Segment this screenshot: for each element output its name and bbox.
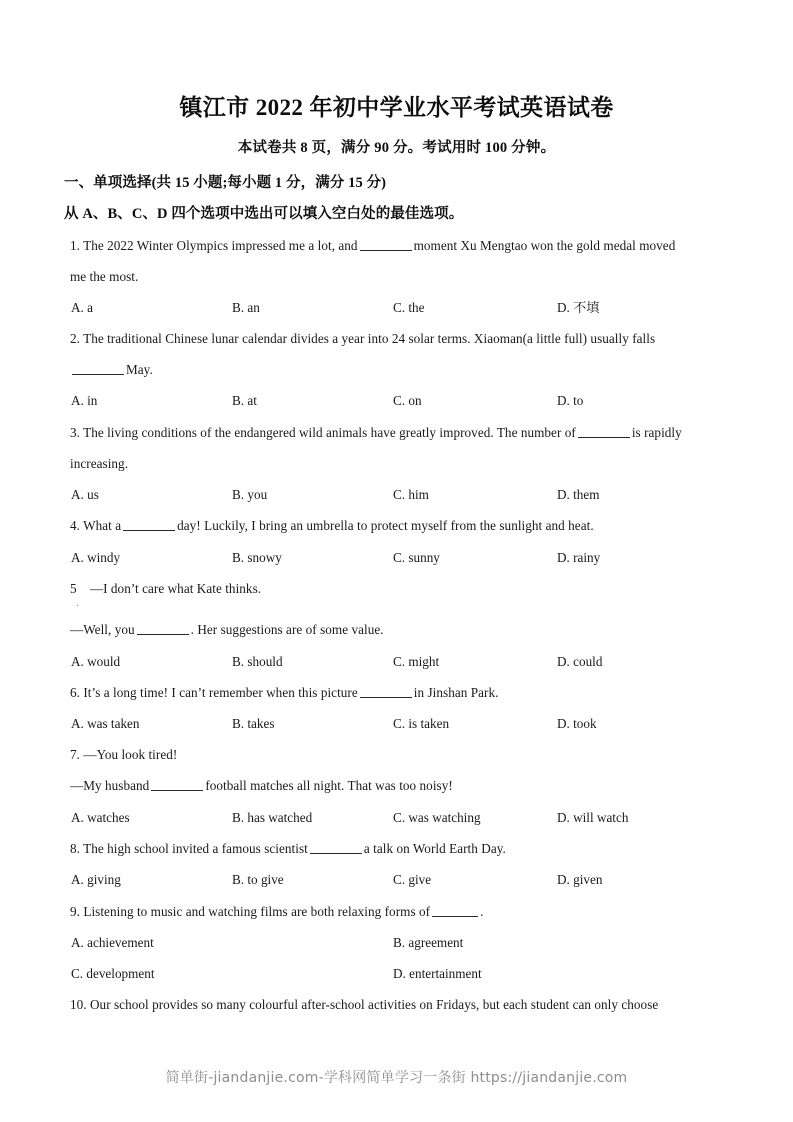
- q3-stem-part-a: 3. The living conditions of the endangered wild animals have greatly improved. The number of: [70, 425, 576, 440]
- question-6-stem-line-1: [70, 684, 715, 702]
- option-b[interactable]: B. at: [232, 393, 257, 408]
- q1-stem-part-a: 1. The 2022 Winter Olympics impressed me a lot, and: [70, 238, 358, 253]
- option-c[interactable]: C. give: [393, 872, 432, 887]
- option-b[interactable]: B. snowy: [232, 550, 282, 565]
- question-9-options-row-1: [0, 934, 793, 952]
- option-d[interactable]: D. will watch: [557, 810, 629, 825]
- answer-blank: [310, 842, 362, 854]
- option-a[interactable]: A. windy: [71, 550, 121, 565]
- answer-blank: [360, 686, 412, 698]
- question-5-options: [0, 653, 793, 671]
- question-2-options: [0, 392, 793, 410]
- question-3-options: [0, 486, 793, 504]
- question-3-stem-line-1: [70, 424, 715, 442]
- q5-stem-part-b: . Her suggestions are of some value.: [190, 622, 384, 637]
- answer-blank: [360, 239, 412, 251]
- option-a[interactable]: A. watches: [71, 810, 130, 825]
- question-1-stem-line-1: [70, 237, 715, 255]
- q8-stem-part-b: a talk on World Earth Day.: [363, 841, 506, 856]
- question-2-stem-line-1: 2. The traditional Chinese lunar calendar divides a year into 24 solar terms. Xiaoman(a little full) usually falls: [70, 331, 656, 346]
- q6-stem-part-b: in Jinshan Park.: [413, 685, 499, 700]
- option-d[interactable]: D. them: [557, 487, 600, 502]
- q5-stem-part-a: —Well, you: [70, 622, 135, 637]
- answer-blank: [432, 905, 478, 917]
- option-c[interactable]: C. was watching: [393, 810, 481, 825]
- option-a[interactable]: A. would: [71, 654, 121, 669]
- option-a[interactable]: A. us: [71, 487, 99, 502]
- option-b[interactable]: B. to give: [232, 872, 284, 887]
- option-c[interactable]: C. him: [393, 487, 429, 502]
- option-d[interactable]: D. took: [557, 716, 597, 731]
- option-d[interactable]: D. entertainment: [393, 966, 482, 981]
- option-c[interactable]: C. might: [393, 654, 440, 669]
- question-10-stem-line-1: 10. Our school provides so many colourful after-school activities on Fridays, but each student can only choose: [70, 997, 659, 1012]
- option-a[interactable]: A. achievement: [71, 935, 154, 950]
- option-c[interactable]: C. is taken: [393, 716, 450, 731]
- option-b[interactable]: B. takes: [232, 716, 275, 731]
- option-c[interactable]: C. sunny: [393, 550, 440, 565]
- option-b[interactable]: B. agreement: [393, 935, 464, 950]
- option-d[interactable]: D. could: [557, 654, 603, 669]
- question-4-options: [0, 549, 793, 567]
- question-4-stem-line-1: [70, 517, 715, 535]
- option-c[interactable]: C. development: [71, 966, 155, 981]
- question-7-stem-line-2: [70, 777, 715, 795]
- option-a[interactable]: A. giving: [71, 872, 121, 887]
- question-1-stem-line-2: me the most.: [70, 269, 139, 284]
- page-title: 镇江市 2022 年初中学业水平考试英语试卷: [179, 95, 614, 120]
- question-2-stem-line-2: [70, 361, 715, 379]
- q9-stem-part-a: 9. Listening to music and watching films are both relaxing forms of: [70, 904, 431, 919]
- question-5-stem-line-1: 5 —I don’t care what Kate thinks.: [70, 581, 262, 596]
- question-5-stem-line-2: [70, 621, 715, 639]
- question-9-options-row-2: [0, 965, 793, 983]
- answer-blank: [137, 623, 189, 635]
- question-6-options: [0, 715, 793, 733]
- option-a[interactable]: A. in: [71, 393, 98, 408]
- q3-stem-part-b: is rapidly: [631, 425, 682, 440]
- question-8-options: [0, 871, 793, 889]
- option-b[interactable]: B. has watched: [232, 810, 313, 825]
- question-7-stem-line-1: 7. —You look tired!: [70, 747, 178, 762]
- option-b[interactable]: B. should: [232, 654, 283, 669]
- q9-stem-part-b: .: [480, 904, 484, 919]
- option-a[interactable]: A. a: [71, 300, 93, 315]
- option-d[interactable]: D. given: [557, 872, 603, 887]
- answer-blank: [72, 363, 124, 375]
- q4-stem-part-b: day! Luckily, I bring an umbrella to protect myself from the sunlight and heat.: [177, 518, 594, 533]
- question-8-stem-line-1: [70, 840, 715, 858]
- option-c[interactable]: C. the: [393, 300, 425, 315]
- option-d[interactable]: D. to: [557, 393, 584, 408]
- question-9-stem-line-1: [70, 903, 715, 921]
- question-3-stem-line-2: increasing.: [70, 456, 129, 471]
- answer-blank: [123, 519, 175, 531]
- question-1-options: [0, 299, 793, 317]
- stray-period-artifact: .: [76, 594, 80, 609]
- section-heading-multiple-choice: 一、单项选择(共 15 小题;每小题 1 分，满分 15 分): [64, 175, 387, 191]
- option-d[interactable]: D. rainy: [557, 550, 601, 565]
- q1-stem-part-b: moment Xu Mengtao won the gold medal moved: [413, 238, 676, 253]
- q6-stem-part-a: 6. It’s a long time! I can’t remember when this picture: [70, 685, 358, 700]
- q8-stem-part-a: 8. The high school invited a famous scientist: [70, 841, 308, 856]
- q2-stem-part-b: May.: [126, 362, 153, 377]
- footer-watermark: 简单街-jiandanjie.com-学科网简单学习一条街 https://jiandanjie.com: [165, 1070, 628, 1086]
- answer-blank: [578, 426, 630, 438]
- option-c[interactable]: C. on: [393, 393, 422, 408]
- q7-stem-part-a: —My husband: [70, 778, 150, 793]
- page-subtitle: 本试卷共 8 页，满分 90 分。考试用时 100 分钟。: [237, 140, 556, 156]
- option-b[interactable]: B. an: [232, 300, 260, 315]
- option-a[interactable]: A. was taken: [71, 716, 140, 731]
- section-heading-instructions: 从 A、B、C、D 四个选项中选出可以填入空白处的最佳选项。: [64, 206, 464, 222]
- answer-blank: [151, 779, 203, 791]
- q7-stem-part-b: football matches all night. That was too noisy!: [205, 778, 453, 793]
- option-b[interactable]: B. you: [232, 487, 268, 502]
- q4-stem-part-a: 4. What a: [70, 518, 122, 533]
- option-d[interactable]: D. 不填: [557, 300, 600, 315]
- question-7-options: [0, 809, 793, 827]
